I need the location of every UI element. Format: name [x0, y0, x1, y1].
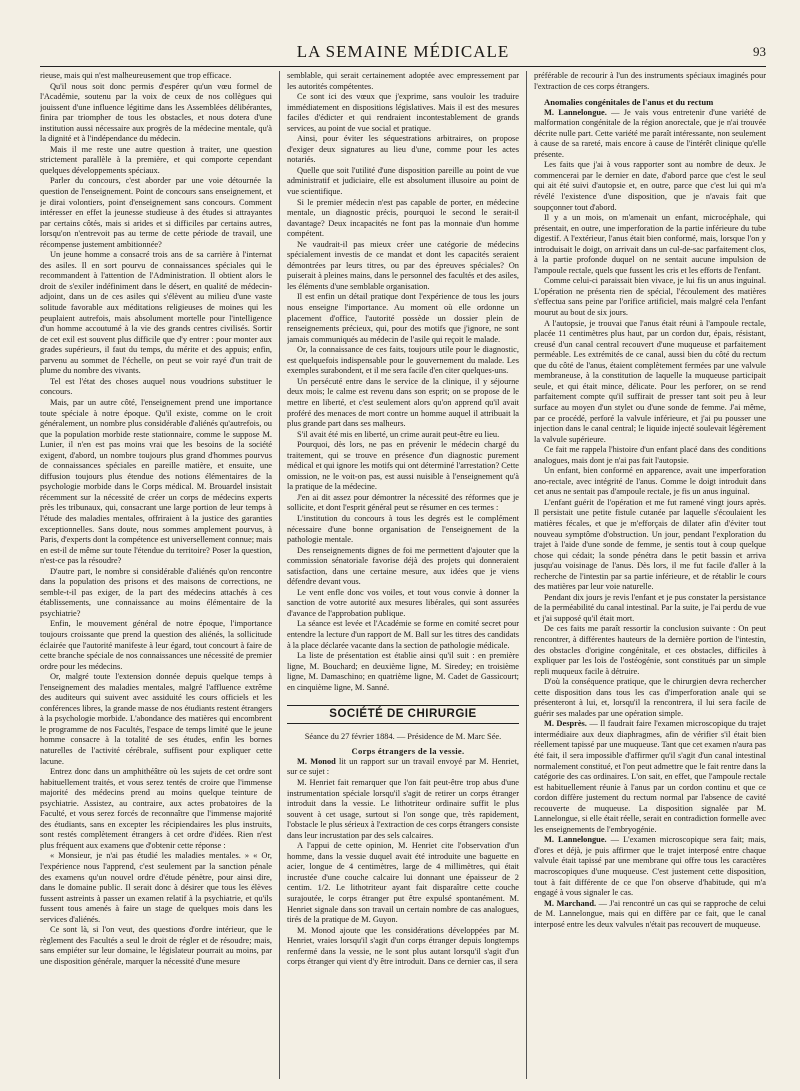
session-line: Séance du 27 février 1884. — Présidence de M. Marc Sée. — [304, 731, 502, 741]
paragraph: M. Henriet fait remarquer que l'on fait peut-être trop abus d'une instrumentation spéciale lorsqu'il s'agit de retirer un corps étranger introduit dans la vessie. Le lithotriteur ordinaire suffit le plus souvent à cet usage, surtout si l'on songe que, très rapidement, l'obstacle le plus sérieux à l'extraction de ces corps étrangers consiste dans leur incrustation par des sels calcaires. — [287, 778, 519, 840]
paragraph: Or, malgré toute l'extension donnée depuis quelque temps à l'enseignement des maladies mentales, malgré l'affluence extrême des auditeurs qui suivent avec assiduité les cours officiels et les conférences libres, la grande masse de nos étudiants restent étrangers à la psychologie morbide. L'abondance des matières qui encombrent le programme de nos Facultés, l'espace de temps limité que le jeune homme consacre à la totalité de ses études, enfin les bornes naturelles de l'activité cérébrale, suffisent pour expliquer cette lacune. — [40, 672, 272, 766]
paragraph: L'institution du concours à tous les degrés est le complément nécessaire d'une bonne organisation de l'enseignement de la pathologie mentale. — [287, 513, 519, 545]
paragraph: Pourquoi, dès lors, ne pas en prévenir le médecin chargé du traitement, qui se trouve en présence d'un diagnostic purement médical et qui ignore les motifs qui ont déterminé l'arrestation? Cette omission, ne le voit-on pas, est aussi nuisible à l'enseignement qu'à la pratique de la médecine. — [287, 440, 519, 492]
paragraph: J'en ai dit assez pour démontrer la nécessité des réformes que je sollicite, et dont l'esprit général peut se résumer en ces termes : — [287, 492, 519, 513]
paragraph: rieuse, mais qui n'est malheureusement que trop efficace. — [40, 71, 232, 80]
paragraph: Mais il me reste une autre question à traiter, une question strictement parallèle à la première, et qui comporte cependant quelques développements spéciaux. — [40, 144, 272, 175]
subheading: Anomalies congénitales de l'anus et du rectum — [544, 97, 714, 108]
paragraph: Ce fait me rappela l'histoire d'un enfant placé dans des conditions analogues, mais dont je n'ai pas fait l'autopsie. — [534, 445, 766, 465]
paragraph: « Monsieur, je n'ai pas étudié les maladies mentales. » « Or, l'expérience nous l'apprend, c'est seulement par la sanction pénale des examens qu'un nouvel ordre d'étude pénètre, pour ainsi dire, dans le domaine public. Il serait donc à désirer que tous les élèves fussent astreints à passer un examen relatif à la psychiatrie, et qu'ils fussent tous amenés à faire un stage de quelques mois dans les services d'aliénés. — [40, 851, 272, 924]
paragraph: Mais, par un autre côté, l'enseignement prend une importance toute spéciale à notre époque. Qu'il existe, comme on le croit généralement, un nombre plus considérable d'aliénés qu'autrefois, ou que la population morbide reste stationnaire, comme le suppose M. Lunier, il n'en est pas moins vrai que les besoins de la société exigent, d'abord, un nombre toujours plus grand d'hommes pourvus de connaissances spéciales en pareille matière, et ensuite, une diffusion toujours plus étendue des notions élémentaires de la psychologie morbide dans le Corps médical. M. Brouardel insistait récemment sur la nécessité de créer un corps de médecins experts près les tribunaux, qui, consacrant une large portion de leur temps à l'étude des maladies mentales, offriraient à la justice des garanties exceptionnelles. Sans doute, nous sommes amplement pourvus, à Paris, d'experts dont la compétence est universellement connue; mais en est-il de même sur toute l'étendue du territoire? Poser la question, n'est-ce pas la résoudre? — [40, 397, 272, 566]
paragraph: Comme celui-ci paraissait bien vivace, je lui fis un anus inguinal. L'opération ne présenta rien de spécial, l'écoulement des matières s'effectua sans peine par l'orifice artificiel, mais malgré cela l'enfant mourut au bout de six jours. — [534, 276, 766, 318]
column-2 — [287, 71, 519, 1081]
paragraph: La liste de présentation est établie ainsi qu'il suit : en première ligne, M. Bouchard; en deuxième ligne, M. Siredey; en troisième ligne, M. Damaschino; en quatrième ligne, M. Cadet de Gassicourt; en cinquième ligne, M. Sanné. — [287, 651, 519, 692]
speaker-text: — Je vais vous entretenir d'une variété de malformation congénitale de la région anorectale, que je n'ai trouvée décrite nulle part. Cette variété me paraît intéressante, non seulement à cause de sa rareté, mais encore à cause de l'intérêt clinique qu'elle présente. — [534, 107, 766, 159]
paragraph: semblable, qui serait certainement adoptée avec empressement par les autorités compétentes. — [287, 71, 519, 91]
paragraph — [534, 719, 766, 835]
paragraph: D'autre part, le nombre si considérable d'aliénés qu'on rencontre dans la population des prisons et des maisons de corrections, ne semble-t-il pas exiger, de la part des médecins attachés à ces établissements, une connaissance au moins élémentaire de la psychiatrie? — [40, 566, 272, 618]
subheading: Corps étrangers de la vessie. — [351, 746, 465, 757]
paragraph: D'où la conséquence pratique, que le chirurgien devra rechercher cette disposition dans tous les cas d'imperforation anale qui se présenteront à lui, et, lorsqu'il la rencontrera, il lui sera facile de guérir ses malades par une opération simple. — [534, 677, 766, 718]
section-heading-box — [287, 705, 519, 724]
paragraph: S'il avait été mis en liberté, un crime aurait peut-être eu lieu. — [297, 429, 500, 439]
speaker-name: M. Lannelongue. — [544, 107, 607, 117]
speaker-text: — L'examen microscopique sera fait; mais, d'ores et déjà, je puis affirmer que le trajet interposé entre chaque valvule était tapissé par une membrane qui offre tous les caractères macroscopiques d'une muqueuse. C'est justement cette disposition, tout à fait différente de ce que l'on observe d'habitude, qui m'a engagé à vous signaler le cas. — [534, 835, 766, 898]
paragraph: A l'autopsie, je trouvai que l'anus était réuni à l'ampoule rectale, placée 11 centimètres plus haut, par un cordon dur, épais, résistant, creusé d'un canal central recouvert d'une muqueuse et parfaitement perméable. Les extrémités de ce canal, aussi bien du côté du rectum que du côté de l'anus, étaient complètement fermées par une valvule membraneuse, à la constitution de laquelle la muqueuse participait seule, et qui était mince, délicate. Pour les perforer, on se rend parfaitement compte qu'il suffirait de presser tant soit peu à leur surface au moyen d'un stylet ou d'une sonde de femme. J'ai même, par ce procédé, perforé la valvule inférieure, et j'ai pu pousser une injection dans le canal central; le liquide injecté soulevait légèrement la valvule supérieure. — [534, 318, 766, 444]
paragraph: Le vent enfle donc vos voiles, et tout vous convie à donner la sanction de votre autorité aux mesures libérales, qui sont assurées d'avance de l'approbation publique. — [287, 587, 519, 618]
speaker-name: M. Monod — [297, 756, 336, 766]
paragraph: Qu'il nous soit donc permis d'espérer qu'un vœu formel de l'Académie, soutenu par la voix de ceux de nos collègues qui jouissent d'une influence légitime dans les Assemblées délibérantes, finira par triompher de tous les obstacles, et nous dotera d'une institution aussi nécessaire aux progrès de la médecine mentale, qu'à la dignité et à l'indépendance du médecin. — [40, 81, 272, 144]
paragraph: Les faits que j'ai à vous rapporter sont au nombre de deux. Je commencerai par le dernier en date, d'abord parce que c'est le seul qui ait été suivi d'autopsie et, en outre, parce que c'est lui qui m'a révélé l'existence d'une disposition, que je n'avais fait que soupçonner tout d'abord. — [534, 160, 766, 212]
paragraph — [534, 835, 766, 898]
page-number: 93 — [753, 44, 766, 59]
speaker-text: lit un rapport sur un travail envoyé par M. Henriet, sur ce sujet : — [287, 756, 519, 777]
paragraph: A l'appui de cette opinion, M. Henriet cite l'observation d'un homme, dans la vessie duquel avait été introduite une baguette en acier, longue de 4 centimètres, large de 4 millimètres, qui était incrustée d'une couche calcaire lui donnant une épaisseur de 2 centim. 1/2. Le lithotriteur ayant fait disparaître cette couche surajoutée, le corps étranger put être expulsé spontanément. M. Henriet signale dans son travail un certain nombre de cas analogues, tirés de la pratique de M. Guyon. — [287, 841, 519, 925]
paragraph: Ne vaudrait-il pas mieux créer une catégorie de médecins spécialement investis de ce mandat et dont les capacités seraient démontrées par leurs titres, ou par des épreuves spéciales? On puiserait à pleines mains, dans le personnel des facultés et des asiles, les éléments d'une semblable organisation. — [287, 239, 519, 291]
paragraph: L'enfant guérit de l'opération et me fut ramené vingt jours après. Il persistait une petite fistule cutanée par laquelle s'écoulaient les matières fécales, et que je m'efforçais de dilater afin d'éviter tout nouveau symptôme d'obstruction. Un jour, pendant l'exploration du trajet à l'aide d'une sonde de femme, je sentis tout à coup quelque chose qui cédait; la sonde pénétra dans le petit bassin et arriva jusqu'au voisinage de l'anus. Dès lors, il me fut facile d'aller à la recherche de l'intestin par sa partie inférieure, et de rétablir le cours des matières par leur voie naturelle. — [534, 497, 766, 592]
column-divider — [279, 71, 280, 1079]
speaker-text: — J'ai rencontré un cas qui se rapproche de celui de M. Lannelongue, mais qui en diffère par ce fait, que le canal interposé entre les deux valvules n'était pas recouvert de muqueuse. — [534, 898, 766, 929]
paragraph — [534, 108, 766, 161]
paragraph: Il est enfin un détail pratique dont l'expérience de tous les jours nous enseigne l'importance. Au moment où elle ordonne un placement d'office, l'autorité possède un dossier plein de renseignements précieux, qui, pour des motifs que j'ignore, ne sont jamais communiqués au médecin de l'asile qui reçoit le malade. — [287, 292, 519, 344]
running-title: LA SEMAINE MÉDICALE — [296, 42, 510, 61]
paragraph: Quelle que soit l'utilité d'une disposition pareille au point de vue administratif et judiciaire, elle est absolument illusoire au point de vue scientifique. — [287, 165, 519, 197]
section-title: SOCIÉTÉ DE CHIRURGIE — [329, 708, 477, 721]
speaker-text: — Il faudrait faire l'examen microscopique du trajet intermédiaire aux deux diaphragmes, afin de vérifier s'il était bien réellement tapissé par une muqueuse. Tant que cet examen n'aura pas été fait, il sera impossible d'affirmer qu'il s'agit d'un canal intestinal normalement constitué, et l'on peut admettre que le fait rentre dans la catégorie des cas ordinaires. L'on sait, en effet, que l'ampoule rectale est habituellement réunie à l'anus par un cordon continu et que ce cordon diffère justement du rectum normal par l'absence de cavité recouverte de muqueuse. La disposition signalée par M. Lannelongue, si elle était réelle, serait en contradiction formelle avec les enseignements de l'embryogénie. — [534, 719, 766, 834]
paragraph: La séance est levée et l'Académie se forme en comité secret pour entendre la lecture d'un rapport de M. Ball sur les titres des candidats à la place déclarée vacante dans la section de pathologie médicale. — [287, 619, 519, 650]
paragraph: Tel est l'état des choses auquel nous voudrions substituer le concours. — [40, 376, 272, 397]
speaker-name: M. Lannelongue. — [544, 835, 607, 845]
column-3 — [534, 71, 766, 1081]
header-rule — [40, 66, 766, 67]
paragraph: Ce sont ici des vœux que j'exprime, sans vouloir les traduire immédiatement en dispositions législatives. Mais il est des mesures faciles d'édicter et qui rendraient incontestablement de grands services, au point de vue social et pratique. — [287, 92, 519, 133]
paragraph: Il y a un mois, on m'amenait un enfant, microcéphale, qui présentait, en outre, une imperforation de la partie inférieure du tube digestif. A l'extérieur, l'anus était bien conformé, mais, lorsque l'on y introduisait le doigt, on arrivait dans un cul-de-sac parfaitement clos, à la partie profonde duquel on ne sentait aucune impulsion de l'ampoule rectale, quels que fussent les cris et les efforts de l'enfant. — [534, 213, 766, 275]
paragraph: Un enfant, bien conformé en apparence, avait une imperforation ano-rectale, avec intégrité de l'anus. Comme le doigt introduit dans cet anus ne sentait pas d'ampoule rectale, je fis un anus inguinal. — [534, 466, 766, 497]
paragraph: préférable de recourir à l'un des instruments spéciaux imaginés pour l'extraction de ces corps étrangers. — [534, 71, 766, 91]
paragraph: De ces faits me paraît ressortir la conclusion suivante : On peut rencontrer, à différentes hauteurs de la dernière portion de l'intestin, des obstacles d'origine congénitale, et ces obstacles, difficiles à expliquer par les lois de l'ostéogénie, sont constitués par un simple repli muqueux facile à détruire. — [534, 624, 766, 676]
paragraph: Ce sont là, si l'on veut, des questions d'ordre intérieur, que le règlement des Facultés a seul le droit de régler et de résoudre; mais, sans empiéter sur leur domaine, le législateur pourrait au moins, par une disposition générale, marquer la nécessité d'une mesure — [40, 925, 272, 966]
column-divider — [526, 71, 527, 1079]
paragraph: Or, la connaissance de ces faits, toujours utile pour le diagnostic, est quelquefois indispensable pour le gouvernement du malade. Les exemples surabondent, et il me sera facile d'en citer quelques-uns. — [287, 345, 519, 376]
speaker-name: M. Marchand. — [544, 898, 597, 908]
paragraph: Un jeune homme a consacré trois ans de sa carrière à l'internat des asiles. Il en sort pourvu de connaissances spéciales qui le recommandent à l'attention de l'Administration. Il obtient alors le droit de s'exiler indéfiniment dans le désert, en qualité de médecin-adjoint, dans un de ces asiles qui s'élèvent au milieu d'une vaste solitude favorable aux méditations religieuses de moines qui les peuplaient autrefois, mais absolument mortelle pour l'intelligence d'un homme accoutumé à la vie des grands centres civilisés. Sortir de cet exil est souvent plus difficile que d'y entrer : pour monter aux grades supérieurs, il faut du temps, du mérite et des appuis; enfin, parvenu au sommet de l'échelle, on peut se voir rayé d'un trait de plume du nombre des vivants. — [40, 250, 272, 376]
column-1 — [40, 71, 272, 1081]
speaker-name: M. Desprès. — [544, 719, 587, 729]
paragraph: Parler du concours, c'est aborder par une voie détournée la question de l'enseignement. Point de concours sans enseignement, et je dirai volontiers, point d'enseignement sans concours. Comment intéresser en effet la jeunesse studieuse à des études si attrayantes par certains côtés, mais si arides et si difficiles par certains autres, lorsqu'on n'entrevoit pas au terme de cette période de travail, une récompense justement ambitionnée? — [40, 176, 272, 249]
paragraph: M. Monod ajoute que les considérations développées par M. Henriet, vraies lorsqu'il s'agit d'un corps étranger depuis longtemps renfermé dans la vessie, ne le sont plus autant lorsqu'il s'agit d'un corps étranger qui vient d'y être introduit. Dans ce dernier cas, il sera — [287, 925, 519, 967]
paragraph: Entrez donc dans un amphithéâtre où les sujets de cet ordre sont habituellement traités, et vous serez tentés de croire que l'immense majorité des médecins prend au moins quelque teinture de psychiatrie. Assistez, au contraire, aux actes probatoires de la Faculté, et vous serez forcés de reconnaître que l'immense majorité des étudiants, sans en excepter les récipiendaires les plus instruits, sont restés complètement étrangers à cet ordre d'idées. Rien n'est plus fréquent aux examens que d'obtenir cette réponse : — [40, 767, 272, 850]
page-header — [40, 42, 766, 62]
paragraph: Des renseignements dignes de foi me permettent d'ajouter que la commission sénatoriale favorise déjà des projets qui donneraient satisfaction, dans une certaine mesure, aux idées que je viens défendre devant vous. — [287, 545, 519, 587]
paragraph: Un persécuté entre dans le service de la clinique, il y séjourne deux mois; le calme est revenu dans son esprit; on se propose de le mettre en liberté, et c'est seulement alors qu'on apprend qu'il avait proféré des menaces de mort contre un homme auquel il attribuait la plus grande part dans ses malheurs. — [287, 376, 519, 429]
paragraph: Enfin, le mouvement général de notre époque, l'importance toujours croissante que prend la question des aliénés, la sollicitude éclairée que l'autorité manifeste à leur égard, tout concourt à faire de cette branche spéciale de nos connaissances une nécessité de premier ordre pour les médecins. — [40, 619, 272, 671]
paragraph: Si le premier médecin n'est pas capable de porter, en médecine mentale, un diagnostic précis, pourquoi le second le serait-il davantage? Deux incapacités ne font pas la monnaie d'un homme compétent. — [287, 197, 519, 239]
paragraph: Pendant dix jours je revis l'enfant et je pus constater la persistance de la perméabilité du canal intestinal. Par la suite, je l'ai perdu de vue et j'ai supposé qu'il était mort. — [534, 592, 766, 623]
paragraph — [287, 757, 519, 778]
paragraph — [534, 899, 766, 931]
paragraph: Ainsi, pour éviter les séquestrations arbitraires, on propose d'exiger deux signatures au lieu d'une, comme pour les actes notariés. — [287, 134, 519, 165]
